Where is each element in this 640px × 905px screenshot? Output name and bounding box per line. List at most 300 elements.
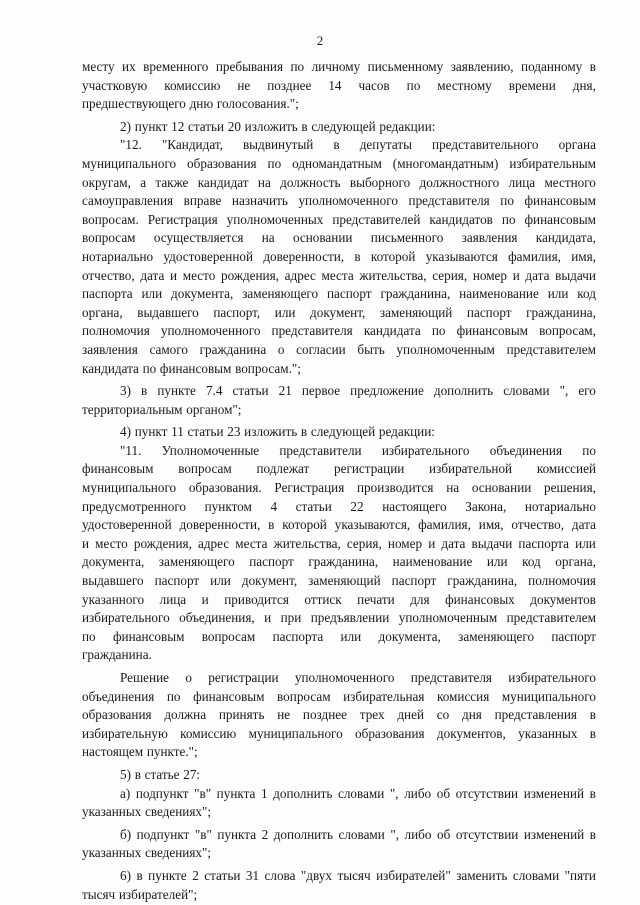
document-body [82,58,596,904]
word: кандидатов [429,211,493,227]
word: выдавшего [82,573,144,589]
word: гражданина, [447,573,518,589]
word: нотариально [524,498,596,514]
text-line [82,591,596,610]
word: документ, [310,304,366,320]
word: по [501,211,516,227]
word: слова [264,867,296,883]
word: на [446,480,460,496]
word: вопросам [277,688,331,704]
word: ", [389,785,399,801]
word: или [210,573,231,589]
word: кандидата, [535,230,596,246]
word: код [577,286,596,302]
word: представителем [506,610,596,626]
word: представителя [410,670,492,685]
word: в [141,383,148,399]
word: образования [187,155,257,171]
word: вопросам [82,230,136,246]
word: приводится [224,591,289,607]
word: дата [571,517,596,533]
word: Уполномоченные [161,442,260,458]
word: отчество, [511,517,565,533]
word: регистрации [208,670,279,685]
word: подпункт [135,785,189,801]
word: дата [441,535,466,551]
word: пребывания [215,59,284,74]
word: финансовым [159,360,232,376]
text-line [82,136,596,155]
word: а) [120,785,131,801]
word: (многомандатным) [392,155,499,171]
text-line [82,229,596,248]
word: заявления [461,230,518,246]
text-line [82,442,596,461]
text-line [82,867,596,886]
word: словами [338,826,385,842]
word: должность [280,174,341,190]
word: или [141,286,163,302]
word: редакции: [379,118,436,134]
word: лица [508,174,536,190]
word: Закона, [465,498,507,514]
word: в [589,826,596,842]
text-line [82,211,596,230]
word: в [300,424,308,440]
word: 27: [183,766,201,782]
word: при [280,610,302,626]
text-line [82,479,596,498]
word: "двух [300,867,332,883]
word: на [257,174,271,190]
word: комиссию [180,725,237,741]
word: б) [120,826,132,842]
word: кандидата [363,323,421,339]
word: согласии [296,341,346,357]
word: избирателей" [376,867,451,883]
word: заявления [82,341,138,357]
word: документ, [241,573,298,589]
word: предшествующего [82,96,186,112]
word: полномочия [528,573,596,589]
word: избирательную [82,725,168,741]
word: 2 [261,826,269,842]
word: 1 [260,785,268,801]
word: также [155,174,189,190]
word: номер [472,267,508,283]
text-line [82,553,596,572]
word: статьи [187,118,225,134]
word: имя, [478,517,504,533]
word: 2) [120,118,131,134]
word: доверенности, [179,517,261,533]
text-line [82,285,596,304]
word: образования. [188,480,262,496]
word: органа, [82,304,123,320]
word: 31 [245,867,260,883]
word: дополнить [433,383,494,399]
word: о [277,341,285,357]
word: вопросам [201,628,256,644]
word: нотариально [82,248,154,264]
word: следующей [311,118,376,134]
word: голосования."; [216,96,299,112]
word: муниципального [248,725,343,741]
word: избирателей"; [118,886,198,902]
word: в [301,118,308,134]
text-line [82,498,596,517]
word: его [578,383,596,399]
word: и [169,267,178,283]
word: оттиск [304,591,342,607]
word: дня, [572,77,596,93]
word: места [235,535,268,551]
word: по [290,59,305,74]
page-number: 2 [316,33,324,48]
text-line [82,322,596,341]
word: избирательная [343,688,425,704]
word: настоящего [382,498,447,514]
text-line [82,688,596,707]
word: вопросам. [82,211,139,227]
word: статьи [232,383,269,399]
word: предусмотренного [82,498,187,514]
word: территориальным [82,401,183,417]
word: дней [397,707,425,723]
text-line [82,304,596,323]
word: предъявлении [310,610,390,626]
word: "Кандидат, [161,137,223,153]
word: дата [525,267,550,283]
text-line [82,826,596,845]
word: паспорт [466,304,512,320]
word: Регистрация [147,211,218,227]
word: статьи [204,867,241,883]
word: 4 [270,498,278,514]
word: рождения, [133,535,192,551]
word: о [185,670,192,685]
word: финансовым [456,323,529,339]
word: уполномоченного [160,323,261,339]
word: регистрации [334,461,405,477]
word: округам, [82,174,131,190]
text-line [82,535,596,554]
word: "12. [120,137,142,153]
word: паспорта [272,628,324,644]
word: 5) [120,766,131,782]
text-line [82,77,596,96]
word: дню [189,96,214,112]
text-line [82,766,596,785]
word: редакции: [378,424,435,440]
word: заменяющий [379,304,453,320]
word: 2 [192,867,199,883]
word: и [512,267,520,283]
word: одномандатным [292,155,382,171]
word: указываются, [334,517,411,533]
word: отсутствии [455,785,519,801]
word: паспорт [326,286,372,302]
text-line [82,516,596,535]
word: 21 [278,383,292,399]
word: документов, [436,725,506,741]
word: уполномоченных [226,211,324,227]
word: пункт [134,118,168,134]
word: 23 [227,424,241,440]
word: основании [292,230,353,246]
word: или [575,535,596,551]
word: финансовых [445,591,515,607]
word: для [410,591,430,607]
word: настоящем [82,744,144,760]
word: не [277,707,291,723]
word: ", [559,383,569,399]
word: в [589,785,596,801]
word: трех [359,707,385,723]
word: комиссия [436,688,490,704]
word: представления [494,707,577,723]
word: их [122,59,136,74]
word: финансовым [524,211,596,227]
word: финансовым [193,688,265,704]
word: либо [404,826,432,842]
word: органа, [555,554,596,570]
word: временного [143,59,209,74]
word: по [431,323,446,339]
word: наименование [459,286,539,302]
word: дополнить [273,785,333,801]
text-line [82,174,596,193]
text-line [82,706,596,725]
word: тысяч [82,886,116,902]
word: дата [140,267,165,283]
text-line [82,886,596,905]
word: сведениях"; [144,845,212,861]
word: Решение [120,670,169,685]
word: личному [311,59,361,74]
word: избирательного [508,670,596,685]
text-line [82,628,596,647]
word: письменному [367,59,444,74]
word: представителем [506,341,596,357]
word: по [142,360,157,376]
text-line [82,460,596,479]
word: финансовым [82,461,154,477]
word: выдачи [471,535,513,551]
word: указанного [82,591,145,607]
text-line [82,401,596,420]
word: должностного [419,174,500,190]
word: пункте [148,867,187,883]
word: 22 [350,498,364,514]
word: ", [390,826,400,842]
word: подлежат [256,461,310,477]
word: представителя [408,193,490,209]
word: назначить [231,193,288,209]
word: или [340,628,362,644]
word: изменений [523,826,585,842]
word: документа, [82,554,145,570]
word: изложить [244,424,298,440]
word: в [134,766,141,782]
word: печати [357,591,395,607]
word: месту [82,59,115,74]
word: дополнить [273,826,333,842]
word: изменений [523,785,585,801]
text-line [82,785,596,804]
word: указываются [425,248,498,264]
word: избирательной [429,461,513,477]
text-line [82,803,596,822]
word: предложение [350,383,424,399]
word: выдвинутый [242,137,314,153]
word: избирательного [82,610,170,626]
word: или [274,304,296,320]
word: местному [437,77,492,93]
word: 3) [120,383,131,399]
word: либо [404,785,432,801]
word: "в" [194,826,212,842]
word: основании [471,480,532,496]
word: должна [164,707,207,723]
text-line [82,725,596,744]
word: уполномоченным [396,341,495,357]
word: статьи [295,498,332,514]
word: статье [144,766,180,782]
word: кандидат [197,174,249,190]
word: депутаты [359,137,412,153]
word: вопросам [178,461,232,477]
word: об [436,785,451,801]
word: "пяти [564,867,596,883]
word: номер [387,535,423,551]
word: муниципального [82,155,177,171]
word: по [406,77,421,93]
word: и [264,610,272,626]
word: в [354,248,361,264]
word: словами [503,383,550,399]
word: образования [355,725,425,741]
word: место [182,267,216,283]
word: объединения [82,688,155,704]
word: серия, [346,535,382,551]
word: "в" [194,785,212,801]
word: заявлению, [450,59,514,74]
word: быть [357,341,385,357]
word: паспорта [518,535,570,551]
word: лица [159,591,187,607]
word: статьи [187,424,224,440]
word: пункте."; [146,744,198,760]
word: представителей [332,211,421,227]
text-line [82,58,596,77]
word: гражданина, [526,304,596,320]
word: место [95,535,128,551]
word: фамилия, [418,517,471,533]
word: муниципального [501,688,596,704]
word: подпункт [136,826,190,842]
word: органа [558,137,596,153]
word: пункт [134,424,168,440]
text-line [82,646,596,665]
word: жительства, [359,267,427,283]
word: 4) [120,424,131,440]
word: изложить [244,118,298,134]
word: гражданина. [82,647,152,663]
word: сведениях"; [144,804,212,820]
word: не [237,77,251,93]
word: принять [218,707,265,723]
word: представительного [432,137,539,153]
word: пункте [157,383,196,399]
word: вправе [183,193,222,209]
word: по [500,193,514,209]
word: в [589,59,596,74]
word: уполномоченным [398,610,498,626]
word: самоуправления [82,193,174,209]
word: гражданина [199,341,267,357]
word: первое [301,383,341,399]
word: дня [462,707,482,723]
word: словами [338,785,385,801]
word: письменного [370,230,444,246]
word: указанных [82,845,142,861]
word: выдачи [555,267,596,283]
word: 7.4 [205,383,223,399]
text-line [82,382,596,401]
text-line [82,118,596,137]
text-line [82,155,596,174]
word: по [166,688,181,704]
word: заменяющий [308,573,381,589]
word: пункта [216,785,256,801]
word: документа, [171,286,234,302]
word: комиссией [536,461,596,477]
text-line [82,248,596,267]
word: 14 [328,77,342,93]
word: документа, [378,628,441,644]
word: фамилия, [508,248,561,264]
word: которой [370,248,416,264]
word: 11 [171,424,184,440]
text-line [82,609,596,628]
word: производится [357,480,434,496]
word: заменяющего [158,554,235,570]
word: и [82,535,90,551]
word: адрес [284,267,316,283]
word: решения, [544,480,596,496]
word: уполномоченного [294,670,395,685]
word: заменяющего [458,628,535,644]
word: финансовым [112,628,185,644]
word: рождения, [220,267,279,283]
word: позднее [267,77,312,93]
word: наименование [392,554,473,570]
word: тысяч [337,867,371,883]
word: словами [512,867,560,883]
word: 6) [120,867,131,883]
word: комиссию [164,77,221,93]
text-line [82,95,596,114]
word: со [436,707,450,723]
word: имя, [571,248,596,264]
word: адрес [197,535,230,551]
word: Регистрация [274,480,345,496]
word: уполномоченного [298,193,398,209]
word: жительства, [273,535,341,551]
word: самого [149,341,188,357]
word: указанных [82,804,142,820]
